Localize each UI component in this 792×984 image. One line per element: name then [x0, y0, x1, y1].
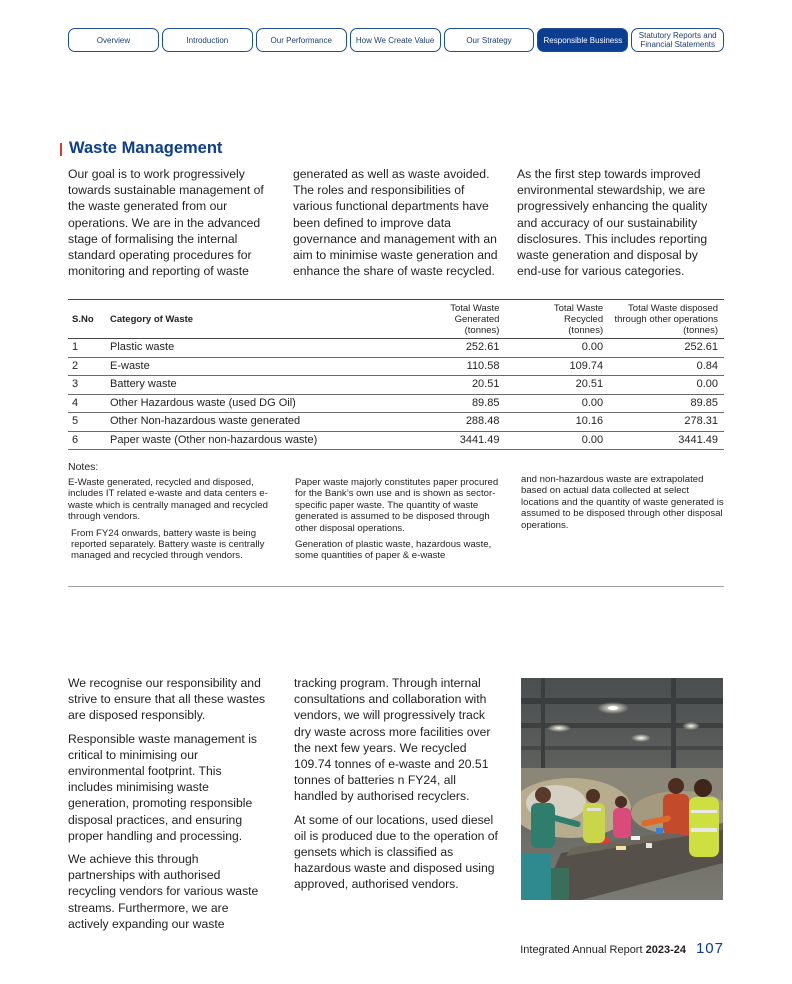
cell-category: E-waste [106, 357, 336, 376]
notes-heading: Notes: [68, 461, 99, 473]
cell-recycled: 0.00 [505, 339, 609, 358]
intro-paragraph-1: Our goal is to work progressively towards sustainable management of the waste generated from our operations. We are in the advanced stage of formalising the internal standard operating procedures for monitoring and reporting of waste [68, 167, 264, 279]
body-paragraph: tracking program. Through internal consultations and collaboration with vendors, we will progressively track dry waste across more facilities over the next few years. We recycled 109.74 tonnes of e-waste and 20.51 tonnes of batteries n FY24, all handled by authorised recyclers. [294, 676, 491, 804]
cell-sno: 1 [68, 339, 106, 358]
note-paper: Paper waste majorly constitutes paper procured for the Bank’s own use and is shown as sector-specific paper waste. The quantity of waste generated is assumed to be disposed through other disposal operations. [295, 477, 499, 534]
table-row [68, 431, 724, 450]
table-header-row [68, 300, 724, 339]
intro-paragraph-2: generated as well as waste avoided. The roles and responsibilities of various functional departments have been defined to improve data governance and management with an aim to minimise waste generation and enhance the share of waste recycled. [293, 167, 498, 279]
body-paragraph: At some of our locations, used diesel oil is produced due to the operation of gensets which is classified as hazardous waste and disposed using approved, authorised vendors. [294, 812, 498, 892]
report-year: 2023-24 [645, 944, 686, 956]
cell-disposed: 3441.49 [609, 431, 724, 450]
body-paragraph: Responsible waste management is critical to minimising our environmental footprint. This includes minimising waste generation, promoting responsible disposal practices, and ensuring proper handling and processing. [68, 731, 258, 843]
waste-table [68, 299, 724, 450]
cell-generated: 89.85 [336, 394, 505, 413]
cell-generated: 3441.49 [336, 431, 505, 450]
page-number: 107 [695, 940, 724, 957]
tab-statutory-reports[interactable]: Statutory Reports and Financial Statements [631, 28, 724, 52]
top-navigation [68, 28, 724, 52]
cell-sno: 2 [68, 357, 106, 376]
tab-responsible-business[interactable]: Responsible Business [537, 28, 628, 52]
tab-our-performance[interactable]: Our Performance [256, 28, 347, 52]
cell-recycled: 109.74 [505, 357, 609, 376]
tab-overview[interactable]: Overview [68, 28, 159, 52]
cell-recycled: 0.00 [505, 394, 609, 413]
cell-category: Other Hazardous waste (used DG Oil) [106, 394, 336, 413]
waste-sorting-photo [521, 678, 723, 900]
cell-disposed: 89.85 [609, 394, 724, 413]
header-category: Category of Waste [106, 300, 336, 339]
report-name: Integrated Annual Report 2023-24 [520, 944, 686, 956]
tab-introduction[interactable]: Introduction [162, 28, 253, 52]
cell-recycled: 0.00 [505, 431, 609, 450]
body-paragraph: We recognise our responsibility and strive to ensure that all these wastes are disposed responsibly. [68, 676, 266, 723]
cell-disposed: 278.31 [609, 413, 724, 432]
title-accent-bar [60, 143, 62, 156]
cell-disposed: 252.61 [609, 339, 724, 358]
page-footer [520, 940, 724, 957]
table-row [68, 339, 724, 358]
notes-column-2 [295, 477, 500, 567]
cell-generated: 20.51 [336, 376, 505, 395]
cell-generated: 288.48 [336, 413, 505, 432]
cell-category: Battery waste [106, 376, 336, 395]
header-generated: Total Waste Generated (tonnes) [336, 300, 505, 339]
header-disposed: Total Waste disposed through other operations (tonnes) [609, 300, 724, 339]
cell-category: Paper waste (Other non-hazardous waste) [106, 431, 336, 450]
table-row [68, 376, 724, 395]
cell-generated: 110.58 [336, 357, 505, 376]
cell-category: Plastic waste [106, 339, 336, 358]
cell-sno: 4 [68, 394, 106, 413]
cell-recycled: 20.51 [505, 376, 609, 395]
body-column-1 [68, 675, 268, 939]
intro-paragraph-3: As the first step towards improved environmental stewardship, we are progressively enhancing the quality and accuracy of our sustainability disclosures. This includes reporting waste generation and disposal by end-use for various categories. [517, 167, 708, 279]
cell-recycled: 10.16 [505, 413, 609, 432]
notes-column-1 [68, 477, 276, 567]
table-row [68, 357, 724, 376]
section-divider [68, 586, 724, 587]
cell-category: Other Non-hazardous waste generated [106, 413, 336, 432]
header-recycled: Total Waste Recycled (tonnes) [505, 300, 609, 339]
note-extrapolated: and non-hazardous waste are extrapolated based on actual data collected at select locations and the quantity of waste generated is assumed to be disposed through other disposal operations. [521, 474, 724, 531]
cell-sno: 6 [68, 431, 106, 450]
cell-sno: 3 [68, 376, 106, 395]
note-plastic: Generation of plastic waste, hazardous waste, some quantities of paper & e-waste [295, 539, 492, 562]
tab-how-we-create-value[interactable]: How We Create Value [350, 28, 441, 52]
tab-our-strategy[interactable]: Our Strategy [444, 28, 535, 52]
notes-column-3 [521, 474, 726, 536]
body-column-2 [294, 675, 499, 900]
table-row [68, 394, 724, 413]
note-ewaste: E-Waste generated, recycled and disposed, includes IT related e-waste and data centers e-waste which is centrally managed and recycled through vendors. [68, 477, 268, 523]
header-sno: S.No [68, 300, 106, 339]
cell-disposed: 0.84 [609, 357, 724, 376]
cell-sno: 5 [68, 413, 106, 432]
cell-disposed: 0.00 [609, 376, 724, 395]
cell-generated: 252.61 [336, 339, 505, 358]
note-battery: From FY24 onwards, battery waste is being reported separately. Battery waste is centrally managed and recycled through vendors. [71, 527, 265, 562]
page-title: Waste Management [69, 139, 223, 157]
table-row [68, 413, 724, 432]
body-paragraph: We achieve this through partnerships with authorised recycling vendors for various waste streams. Furthermore, we are actively expanding our waste [68, 852, 259, 931]
